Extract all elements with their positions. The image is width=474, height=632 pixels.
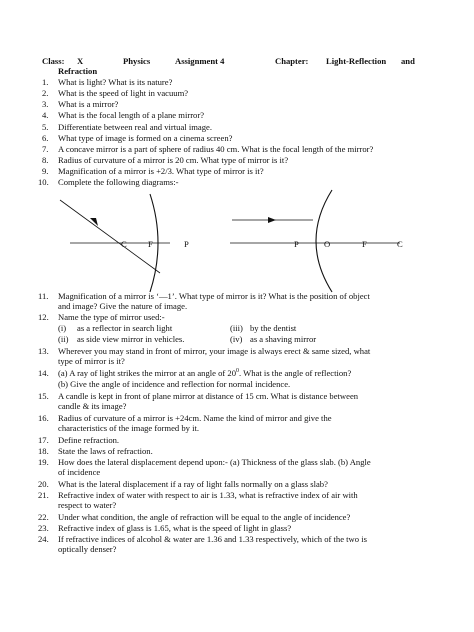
label-f: F xyxy=(362,239,367,249)
question-number: 2. xyxy=(42,88,49,98)
question-text-continued: respect to water? xyxy=(58,500,117,510)
question-number: 12. xyxy=(38,312,49,322)
question-number: 21. xyxy=(38,490,49,500)
question-text: Wherever you may stand in front of mirror, your image is always erect & same sized, what xyxy=(58,346,371,356)
use-key: (ii) xyxy=(58,334,69,344)
question-number: 23. xyxy=(38,523,49,533)
question-number: 16. xyxy=(38,413,49,423)
question-number: 3. xyxy=(42,99,49,109)
use-text: by the dentist xyxy=(250,323,297,333)
question-text: Under what condition, the angle of refraction will be equal to the angle of incidence? xyxy=(58,512,351,522)
question-text: A candle is kept in front of plane mirror at distance of 15 cm. What is distance between xyxy=(58,391,359,401)
question-text-continued: optically denser? xyxy=(58,544,117,554)
question-text: State the laws of refraction. xyxy=(58,446,153,456)
class-value: X xyxy=(77,56,84,66)
question-number: 5. xyxy=(42,122,49,132)
question-number: 10. xyxy=(38,177,49,187)
label-c: C xyxy=(397,239,403,249)
question-text-continued: characteristics of the image formed by it. xyxy=(58,423,200,433)
question-number: 24. xyxy=(38,534,49,544)
label-p: P xyxy=(184,239,189,249)
question-text: If refractive indices of alcohol & water are 1.36 and 1.33 respectively, which of the two is xyxy=(58,534,367,544)
use-text: as side view mirror in vehicles. xyxy=(77,334,185,344)
question-number: 11. xyxy=(38,291,49,301)
question-text: Magnification of a mirror is ‘—1’. What type of mirror is it? What is the position of object xyxy=(58,291,370,301)
diagram-concave-mirror xyxy=(60,194,189,292)
question-number: 4. xyxy=(42,110,49,120)
use-key: (iii) xyxy=(230,323,243,333)
question-text-continued: of incidence xyxy=(58,467,101,477)
question-text: Name the type of mirror used:- xyxy=(58,312,165,322)
question-text: Radius of curvature of a mirror is 20 cm. What type of mirror is it? xyxy=(58,155,289,165)
ray-diagrams xyxy=(0,188,474,298)
question-text-continued: candle & its image? xyxy=(58,401,127,411)
question-number: 6. xyxy=(42,133,49,143)
question-text-continued: (b) Give the angle of incidence and reflection for normal incidence. xyxy=(58,379,291,389)
question-text-continued: type of mirror is it? xyxy=(58,356,125,366)
question-text: How does the lateral displacement depend upon:- (a) Thickness of the glass slab. (b) Angle xyxy=(58,457,371,467)
question-text: Complete the following diagrams:- xyxy=(58,177,179,187)
question-number: 14. xyxy=(38,368,49,378)
question-number: 17. xyxy=(38,435,49,445)
question-number: 20. xyxy=(38,479,49,489)
subject: Physics xyxy=(123,56,151,66)
incident-ray xyxy=(60,200,160,273)
label-p: P xyxy=(294,239,299,249)
question-number: 8. xyxy=(42,155,49,165)
label-c: C xyxy=(121,239,127,249)
question-number: 19. xyxy=(38,457,49,467)
question-number: 13. xyxy=(38,346,49,356)
question-number: 15. xyxy=(38,391,49,401)
question-text: Radius of curvature of a mirror is +24cm. Name the kind of mirror and give the xyxy=(58,413,332,423)
question-number: 7. xyxy=(42,144,49,154)
use-text: as a shaving mirror xyxy=(250,334,317,344)
chapter-title-and: and xyxy=(401,56,415,66)
label-o: O xyxy=(324,239,331,249)
assignment-title: Assignment 4 xyxy=(175,56,225,66)
chapter-title: Light-Reflection xyxy=(326,56,387,66)
question-number: 9. xyxy=(42,166,49,176)
question-text: Differentiate between real and virtual image. xyxy=(58,122,212,132)
chapter-label: Chapter: xyxy=(275,56,309,66)
chapter-title-continued: Refraction xyxy=(58,66,98,76)
question-text-continued: and image? Give the nature of image. xyxy=(58,301,188,311)
question-text: (a) A ray of light strikes the mirror at an angle of $20^0$. What is the angle of reflection? xyxy=(58,368,352,378)
class-label: Class: xyxy=(42,56,65,66)
use-text: as a reflector in search light xyxy=(77,323,173,333)
question-text: A concave mirror is a part of sphere of radius 40 cm. What is the focal length of the mirror? xyxy=(58,144,374,154)
ray-arrowhead xyxy=(268,217,276,223)
use-key: (iv) xyxy=(230,334,243,344)
question-text: What type of image is formed on a cinema screen? xyxy=(58,133,233,143)
diagram-convex-mirror xyxy=(230,190,403,292)
question-text: Refractive index of glass is 1.65, what is the speed of light in glass? xyxy=(58,523,292,533)
question-text: What is the lateral displacement if a ray of light falls normally on a glass slab? xyxy=(58,479,328,489)
question-text: What is the focal length of a plane mirror? xyxy=(58,110,205,120)
question-text: Define refraction. xyxy=(58,435,120,445)
question-number: 18. xyxy=(38,446,49,456)
question-text: Refractive index of water with respect to air is 1.33, what is refractive index of air with xyxy=(58,490,358,500)
label-f: F xyxy=(148,239,153,249)
question-number: 22. xyxy=(38,512,49,522)
question-text: Magnification of a mirror is +2/3. What type of mirror is it? xyxy=(58,166,264,176)
question-text: What is the speed of light in vacuum? xyxy=(58,88,189,98)
question-text: What is a mirror? xyxy=(58,99,119,109)
use-key: (i) xyxy=(58,323,67,333)
question-number: 1. xyxy=(42,77,49,87)
question-text: What is light? What is its nature? xyxy=(58,77,173,87)
